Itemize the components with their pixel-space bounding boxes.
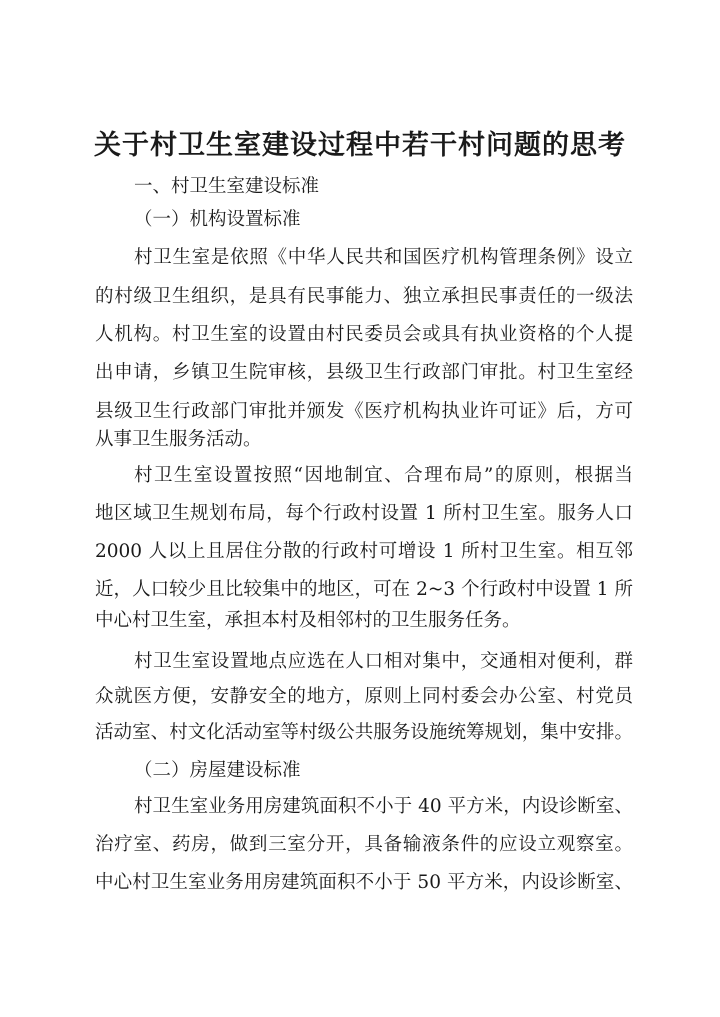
paragraph-line: 活动室、村文化活动室等村级公共服务设施统筹规划，集中安排。 — [95, 722, 633, 743]
subsection-2-heading: （二）房屋建设标准 — [134, 760, 301, 781]
paragraph-line: 人机构。村卫生室的设置由村民委员会或具有执业资格的个人提 — [95, 324, 633, 345]
paragraph-line: 治疗室、药房，做到三室分开，具备输液条件的应设立观察室。 — [95, 834, 633, 855]
paragraph-line: 从事卫生服务活动。 — [95, 429, 262, 450]
paragraph-line: 近，人口较少且比较集中的地区，可在 2~3 个行政村中设置 1 所 — [95, 579, 633, 600]
paragraph-line: 中心村卫生室业务用房建筑面积不小于 50 平方米，内设诊断室、 — [95, 872, 633, 893]
paragraph-line: 中心村卫生室，承担本村及相邻村的卫生服务任务。 — [95, 610, 521, 631]
document-title: 关于村卫生室建设过程中若干村问题的思考 — [94, 130, 626, 161]
paragraph-line: 村卫生室设置按照“因地制宜、合理布局”的原则，根据当 — [134, 465, 633, 486]
paragraph-line: 县级卫生行政部门审批并颁发《医疗机构执业许可证》后，方可 — [95, 401, 633, 422]
paragraph-line: 出申请，乡镇卫生院审核，县级卫生行政部门审批。村卫生室经 — [95, 362, 633, 383]
subsection-1-heading: （一）机构设置标准 — [134, 209, 301, 230]
paragraph-line: 2000 人以上且居住分散的行政村可增设 1 所村卫生室。相互邻 — [95, 541, 633, 562]
paragraph-line: 村卫生室业务用房建筑面积不小于 40 平方米，内设诊断室、 — [134, 796, 633, 817]
paragraph-line: 地区域卫生规划布局，每个行政村设置 1 所村卫生室。服务人口 — [95, 503, 633, 524]
paragraph-line: 村卫生室设置地点应选在人口相对集中，交通相对便利，群 — [134, 651, 633, 672]
paragraph-line: 众就医方便，安静安全的地方，原则上同村委会办公室、村党员 — [95, 686, 633, 707]
paragraph-line: 村卫生室是依照《中华人民共和国医疗机构管理条例》设立 — [134, 247, 633, 268]
paragraph-line: 的村级卫生组织，是具有民事能力、独立承担民事责任的一级法 — [95, 286, 633, 307]
section-1-heading: 一、村卫生室建设标准 — [134, 176, 320, 197]
